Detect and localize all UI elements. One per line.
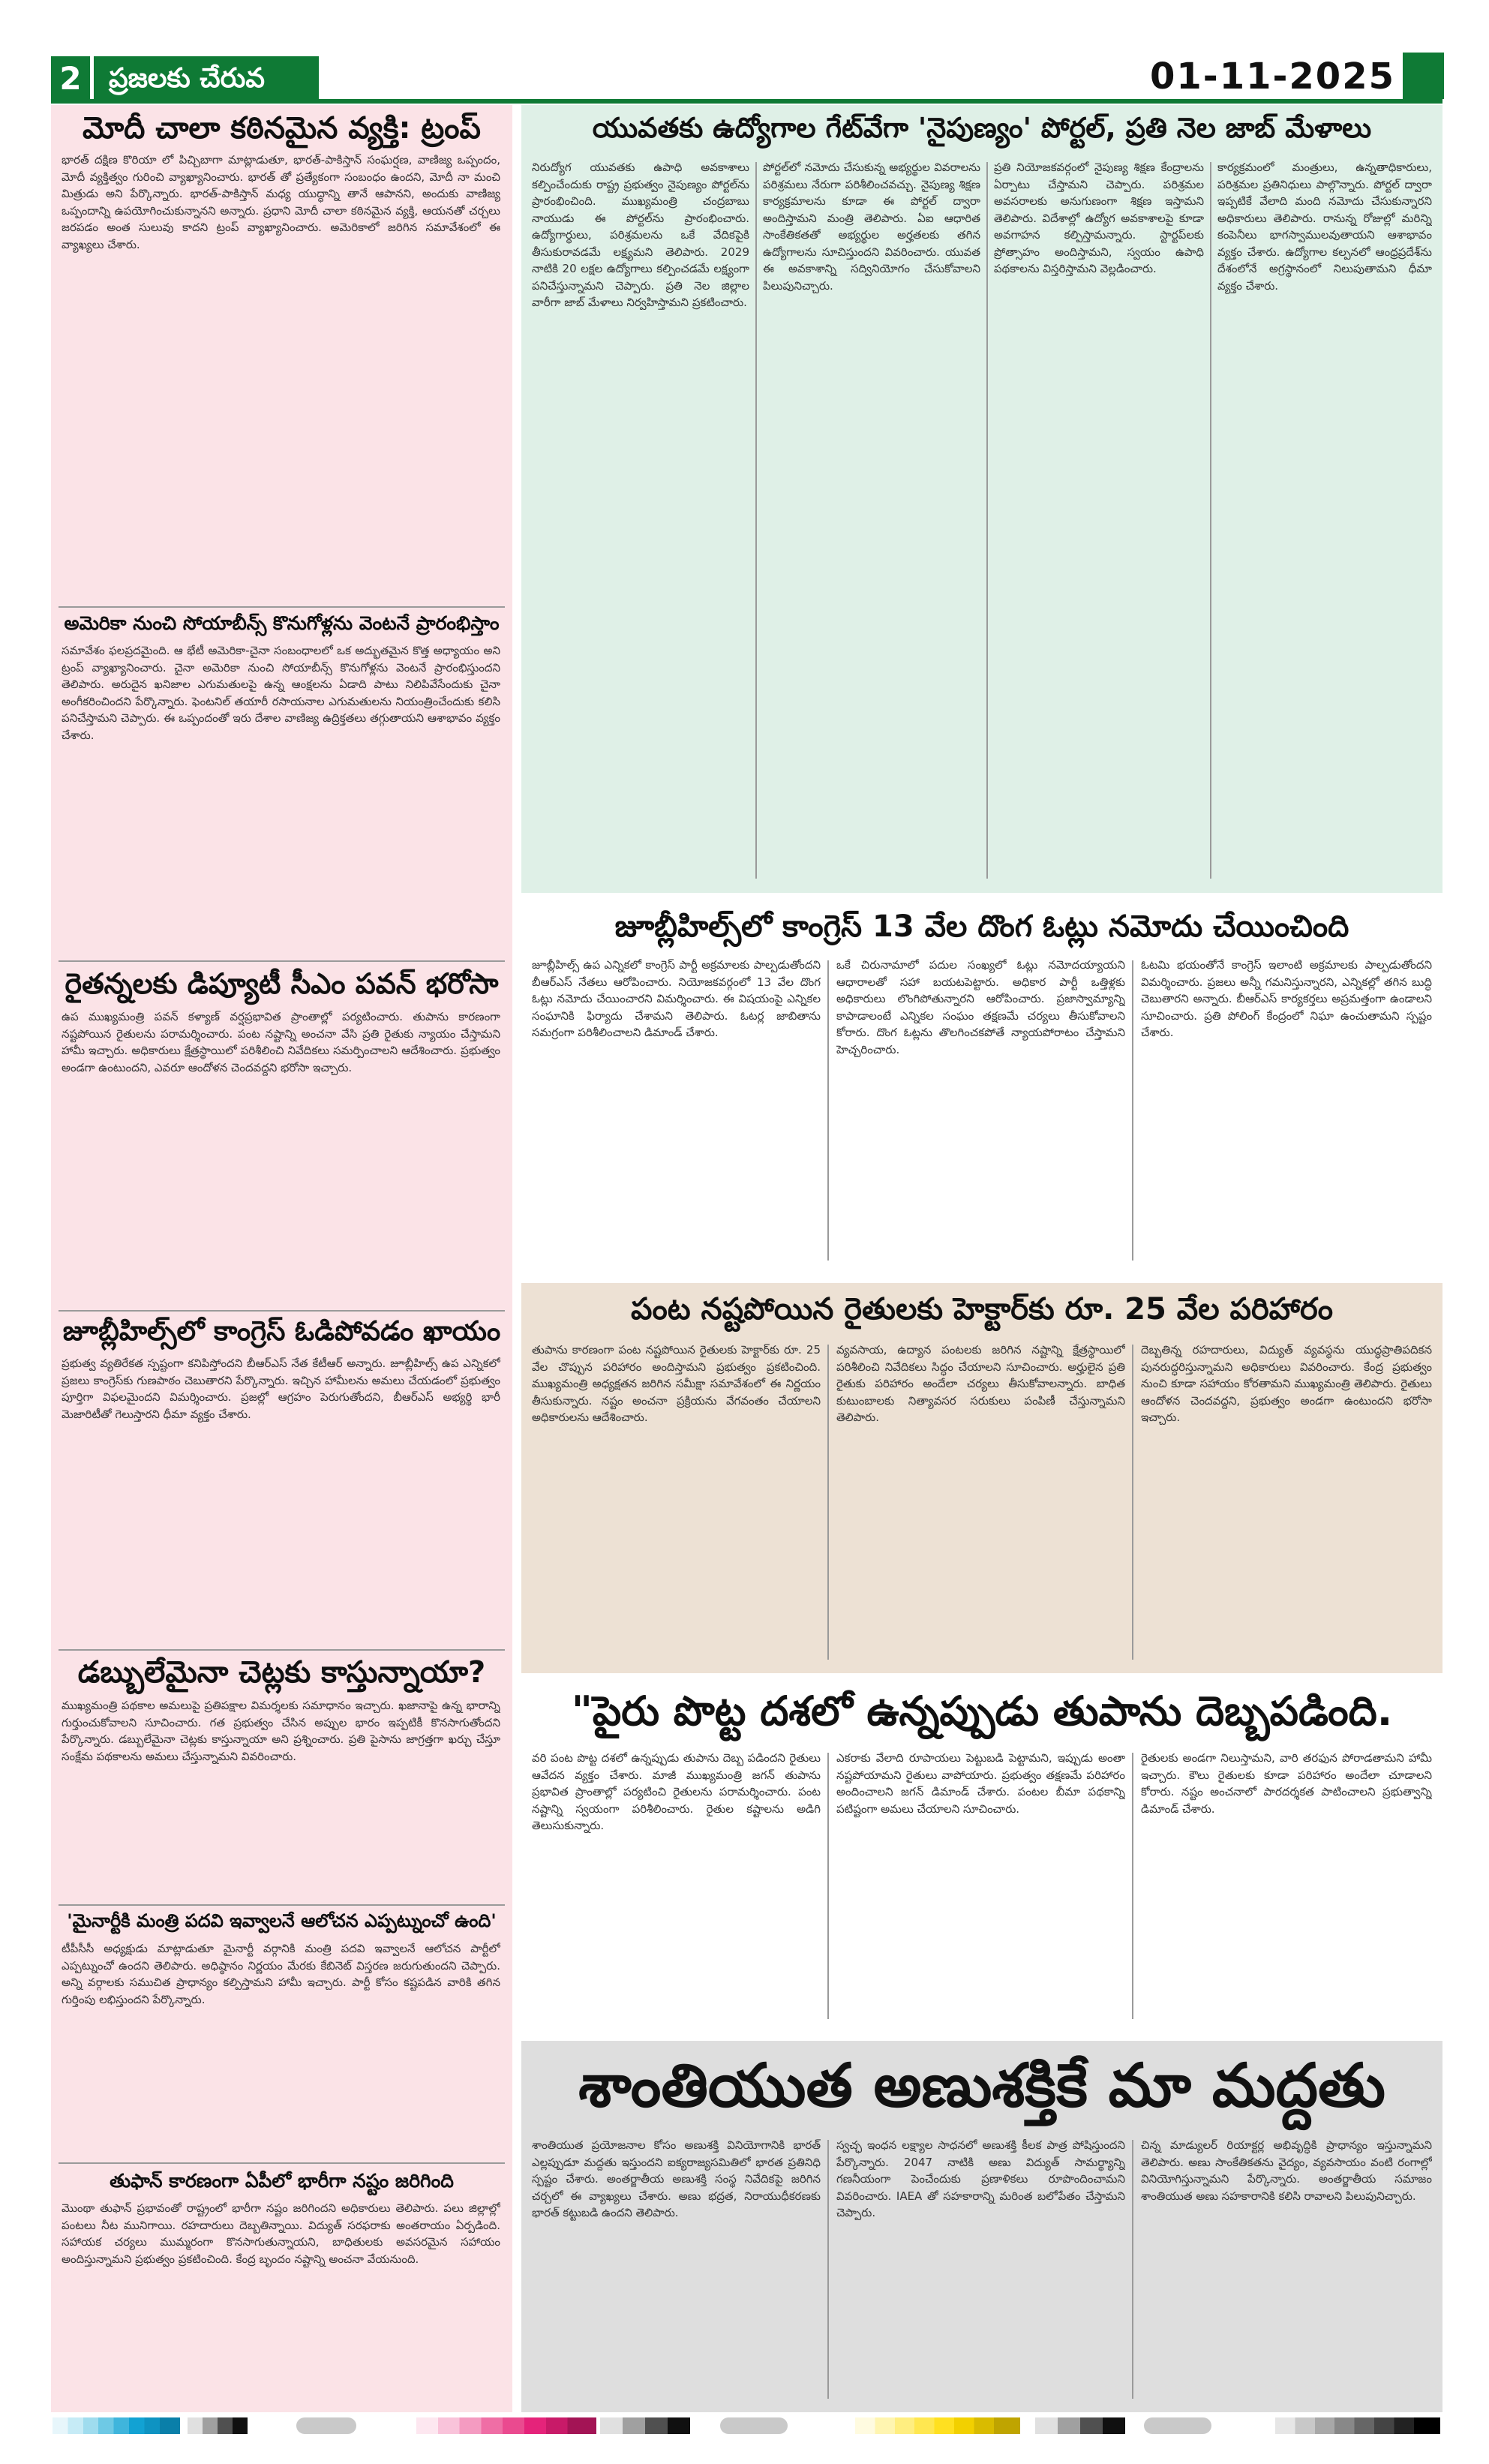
story3-col-3: దెబ్బతిన్న రహదారులు, విద్యుత్ వ్యవస్థను యుద్ధప్రాతిపదికన పునరుద్ధరిస్తున్నామని అధికారులు వివరించారు. కేంద్ర ప్రభుత్వం నుంచి కూడా సహాయం కోరతామని ముఖ్యమంత్రి తెలిపారు. రైతులు ఆందోళన చెందవద్దని, ప్రభుత్వం అండగా ఉంటుందని భరోసా ఇచ్చారు.: [1141, 1343, 1432, 1424]
story4-col-3: రైతులకు అండగా నిలుస్తామని, వారి తరఫున పోరాడతామని హామీ ఇచ్చారు. కౌలు రైతులకు కూడా పరిహారం అందేలా చూడాలని కోరారు. నష్టం అంచనాలో పారదర్శకత పాటించాలని ప్రభుత్వాన్ని డిమాండ్ చేశారు.: [1141, 1751, 1432, 1816]
headline-pawan: రైతన్నలకు డిప్యూటీ సీఎం పవన్ భరోసా: [65, 967, 499, 1000]
calibration-yellow: [855, 2417, 1020, 2434]
column-rule: [1132, 960, 1133, 1261]
article-minority-body: టీపీసీసీ అధ్యక్షుడు మాట్లాడుతూ మైనార్టీ వర్గానికి మంత్రి పదవి ఇవ్వాలనే ఆలోచన పార్టీలో ఎప్పట్నుంచో ఉందని తెలిపారు. అధిష్ఠానం నిర్ణయం మేరకు కేబినెట్ విస్తరణ జరుగుతుందని చెప్పారు. అన్ని వర్గాలకు సముచిత ప్రాధాన్యం కల్పిస్తామని హామీ ఇచ్చారు. పార్టీ కోసం కష్టపడిన వారికి తగిన గుర్తింపు లభిస్తుందని పేర్కొన్నారు.: [62, 1942, 500, 2006]
article-money-trees-body: ముఖ్యమంత్రి పథకాల అమలుపై ప్రతిపక్షాల విమర్శలకు సమాధానం ఇచ్చారు. ఖజానాపై ఉన్న భారాన్ని గుర్తుంచుకోవాలని సూచించారు. గత ప్రభుత్వం చేసిన అప్పుల భారం ఇప్పటికీ కొనసాగుతోందని పేర్కొన్నారు. డబ్బులేమైనా చెట్లకు కాస్తున్నాయా అని ప్రశ్నించారు. ప్రతి పైసాను జాగ్రత్తగా ఖర్చు చేస్తూ సంక్షేమ పథకాలను అమలు చేస్తున్నామని వివరించారు.: [62, 1699, 500, 1763]
column-rule: [827, 1345, 829, 1660]
calibration-cyan: [53, 2417, 180, 2434]
column-rule: [755, 162, 757, 879]
headline-jubilee-votes: జూబ్లీహిల్స్‌లో కాంగ్రెస్ 13 వేల దొంగ ఓట్లు నమోదు చేయించింది: [614, 909, 1349, 944]
top-story: [521, 105, 1442, 893]
headline-nuclear: శాంతియుత అణుశక్తికే మా మద్దతు: [578, 2051, 1385, 2120]
column-rule: [1132, 2140, 1133, 2399]
calibration-dot: [1144, 2417, 1211, 2434]
story2-col-3: ఓటమి భయంతోనే కాంగ్రెస్ ఇలాంటి అక్రమాలకు పాల్పడుతోందని విమర్శించారు. ప్రజలు అన్నీ గమనిస్తున్నారని, ఎన్నికల్లో తగిన బుద్ధి చెబుతారని అన్నారు. బీఆర్ఎస్ కార్యకర్తలు అప్రమత్తంగా ఉండాలని సూచించారు. ప్రతి పోలింగ్ కేంద్రంలో నిఘా ఉంచుతామని స్పష్టం చేశారు.: [1141, 958, 1432, 1039]
article-trump-body: భారత్ దక్షిణ కొరియా లో పిచ్చిబాగా మాట్లాడుతూ, భారత్-పాకిస్తాన్ సంఘర్షణ, వాణిజ్య ఒప్పందం, మోదీ వ్యక్తిత్వం గురించి వ్యాఖ్యానించారు. భారత్ తో ప్రత్యేకంగా సంబంధం ఉందని, మోదీ నా మంచి మిత్రుడు అని పేర్కొన్నారు. భారత్-పాకిస్తాన్ మధ్య యుద్ధాన్ని తానే ఆపానని, అందుకు వాణిజ్య ఒప్పందాన్ని ఉపయోగించుకున్నానని అన్నారు. ప్రధాని మోదీ చాలా కఠినమైన వ్యక్తి, ఆయనతో చర్చలు జరపడం అంత సులువు కాదని ట్రంప్ వ్యాఖ్యానించారు. అమెరికాలో జరిగిన సమావేశంలో ఈ వ్యాఖ్యలు చేశారు.: [62, 153, 500, 251]
headline-jubilee-loss: జూబ్లీహిల్స్‌లో కాంగ్రెస్ ఓడిపోవడం ఖాయం: [62, 1316, 501, 1347]
column-rule: [1132, 1345, 1133, 1660]
subhead-minority-minister: 'మైనార్టీకి మంత్రి పదవి ఇవ్వాలనే ఆలోచన ఎప్పట్నుంచో ఉంది': [67, 1910, 497, 1931]
story4-col-1: వరి పంట పొట్ట దశలో ఉన్నప్పుడు తుపాను దెబ్బ పడిందని రైతులు ఆవేదన వ్యక్తం చేశారు. మాజీ ముఖ్యమంత్రి జగన్ తుపాను ప్రభావిత ప్రాంతాల్లో పర్యటించి రైతులను పరామర్శించారు. పంట నష్టాన్ని స్వయంగా పరిశీలించారు. రైతుల కష్టాలను అడిగి తెలుసుకున్నారు.: [532, 1751, 821, 1832]
story5-col-3: చిన్న మాడ్యులర్ రియాక్టర్ల అభివృద్ధికి ప్రాధాన్యం ఇస్తున్నామని తెలిపారు. అణు సాంకేతికతను వైద్యం, వ్యవసాయం వంటి రంగాల్లో వినియోగిస్తున్నామని పేర్కొన్నారు. అంతర్జాతీయ సమాజం శాంతియుత అణు సహకారానికి కలిసి రావాలని పిలుపునిచ్చారు.: [1141, 2138, 1432, 2203]
story-nuclear: [521, 2041, 1442, 2412]
story3-col-2: వ్యవసాయ, ఉద్యాన పంటలకు జరిగిన నష్టాన్ని క్షేత్రస్థాయిలో పరిశీలించి నివేదికలు సిద్ధం చేయాలని సూచించారు. అర్హులైన ప్రతి రైతుకు పరిహారం అందేలా చర్యలు తీసుకోవాలన్నారు. బాధిత కుటుంబాలకు నిత్యావసర సరుకులు పంపిణీ చేస్తున్నామని తెలిపారు.: [836, 1343, 1125, 1424]
article-cyclone-body: మొంథా తుఫాన్ ప్రభావంతో రాష్ట్రంలో భారీగా నష్టం జరిగిందని అధికారులు తెలిపారు. పలు జిల్లాల్లో పంటలు నీట మునిగాయి. రహదారులు దెబ్బతిన్నాయి. విద్యుత్ సరఫరాకు అంతరాయం ఏర్పడింది. సహాయక చర్యలు ముమ్మరంగా కొనసాగుతున్నాయని, బాధితులకు అవసరమైన సహాయం అందిస్తున్నామని ప్రభుత్వం ప్రకటించింది. కేంద్ర బృందం నష్టాన్ని అంచనా వేయనుంది.: [62, 2201, 500, 2266]
divider: [59, 960, 505, 962]
headline-money-trees: డబ్బులేమైనా చెట్లకు కాస్తున్నాయా?: [77, 1655, 486, 1690]
calibration-dot: [296, 2417, 356, 2434]
column-rule: [986, 162, 988, 879]
divider: [59, 1649, 505, 1651]
story-cyclone-crop: [521, 1681, 1442, 2033]
calibration-dot: [720, 2417, 788, 2434]
subhead-cyclone-loss: తుఫాన్ కారణంగా ఏపీలో భారీగా నష్టం జరిగింది: [110, 2170, 454, 2192]
divider: [59, 2162, 505, 2164]
article-pawan-body: ఉప ముఖ్యమంత్రి పవన్ కళ్యాణ్ వర్షప్రభావిత ప్రాంతాల్లో పర్యటించారు. తుపాను కారణంగా నష్టపోయిన రైతులను పరామర్శించారు. పంట నష్టాన్ని అంచనా వేసి ప్రతి రైతుకు న్యాయం చేస్తామని హామీ ఇచ్చారు. అధికారులు క్షేత్రస్థాయిలో పరిశీలించి నివేదికలు సమర్పించాలని ఆదేశించారు. ప్రభుత్వం అండగా ఉంటుందని, ఎవరూ ఆందోళన చెందవద్దని భరోసా ఇచ్చారు.: [62, 1010, 500, 1074]
column-rule: [827, 2140, 829, 2399]
calibration-magenta: [416, 2417, 596, 2434]
headline-crop-compensation: పంట నష్టపోయిన రైతులకు హెక్టార్‌కు రూ. 25 వేల పరిహారం: [631, 1292, 1333, 1327]
calibration-black: [1275, 2417, 1440, 2434]
page-number: 2: [51, 56, 90, 101]
headline-trump: మోదీ చాలా కఠినమైన వ్యక్తి: ట్రంప్: [83, 111, 481, 146]
story-jubilee-votes: [521, 900, 1442, 1276]
divider: [59, 1310, 505, 1312]
top-story-col-1: నిరుద్యోగ యువతకు ఉపాధి అవకాశాలు కల్పించేందుకు రాష్ట్ర ప్రభుత్వం నైపుణ్యం పోర్టల్‌ను ప్రారంభించింది. ముఖ్యమంత్రి చంద్రబాబు నాయుడు ఈ పోర్టల్‌ను ప్రారంభించారు. ఉద్యోగార్థులు, పరిశ్రమలను ఒకే వేదికపైకి తీసుకురావడమే లక్ష్యమని తెలిపారు. 2029 నాటికి 20 లక్షల ఉద్యోగాలు కల్పించడమే లక్ష్యంగా పనిచేస్తున్నామని చెప్పారు. ప్రతి నెల జిల్లాల వారీగా జాబ్ మేళాలు నిర్వహిస్తామని ప్రకటించారు.: [532, 161, 749, 309]
story2-col-2: ఒకే చిరునామాలో పదుల సంఖ్యలో ఓట్లు నమోదయ్యాయని ఆధారాలతో సహా బయటపెట్టారు. అధికార పార్టీ ఒత్తిళ్లకు అధికారులు లొంగిపోతున్నారని ఆరోపించారు. ప్రజాస్వామ్యాన్ని కాపాడాలంటే ఎన్నికల సంఘం తక్షణమే చర్యలు తీసుకోవాలని కోరారు. దొంగ ఓట్లను తొలగించకపోతే న్యాయపోరాటం చేస్తామని హెచ్చరించారు.: [836, 958, 1125, 1056]
top-story-col-4: కార్యక్రమంలో మంత్రులు, ఉన్నతాధికారులు, పరిశ్రమల ప్రతినిధులు పాల్గొన్నారు. పోర్టల్ ద్వారా ఇప్పటికే వేలాది మంది నమోదు చేసుకున్నారని అధికారులు తెలిపారు. రానున్న రోజుల్లో మరిన్ని కంపెనీలు భాగస్వాములవుతాయని ఆశాభావం వ్యక్తం చేశారు. ఉద్యోగాల కల్పనలో ఆంధ్రప్రదేశ్‌ను దేశంలోనే అగ్రస్థానంలో నిలుపుతామని ధీమా వ్యక్తం చేశారు.: [1217, 161, 1432, 293]
column-rule: [1210, 162, 1211, 879]
calibration-grey: [600, 2417, 690, 2434]
story-crop-compensation: [521, 1283, 1442, 1673]
masthead-brand: ప్రజలకు చేరువ: [94, 56, 319, 101]
headline-naipunyam: యువతకు ఉద్యోగాల గేట్‌వేగా 'నైపుణ్యం' పోర్టల్, ప్రతి నెల జాబ్ మేళాలు: [592, 112, 1372, 144]
masthead-accent: [1403, 53, 1444, 99]
calibration-grey: [1035, 2417, 1125, 2434]
issue-date: 01-11-2025: [1149, 56, 1395, 98]
top-story-col-3: ప్రతి నియోజకవర్గంలో నైపుణ్య శిక్షణ కేంద్రాలను ఏర్పాటు చేస్తామని చెప్పారు. పరిశ్రమల అవసరాలకు అనుగుణంగా శిక్షణ ఇస్తామని తెలిపారు. విదేశాల్లో ఉద్యోగ అవకాశాలపై కూడా అవగాహన కల్పిస్తామన్నారు. స్టార్టప్‌లకు ప్రోత్సాహం అందిస్తామని, స్వయం ఉపాధి పథకాలను విస్తరిస్తామని వెల్లడించారు.: [994, 161, 1204, 275]
calibration-grey: [188, 2417, 248, 2434]
story3-col-1: తుపాను కారణంగా పంట నష్టపోయిన రైతులకు హెక్టార్‌కు రూ. 25 వేల చొప్పున పరిహారం అందిస్తామని ప్రభుత్వం ప్రకటించింది. ముఖ్యమంత్రి అధ్యక్షతన జరిగిన సమీక్షా సమావేశంలో ఈ నిర్ణయం తీసుకున్నారు. నష్టం అంచనా ప్రక్రియను వేగవంతం చేయాలని అధికారులను ఆదేశించారు.: [532, 1343, 821, 1424]
story2-col-1: జూబ్లీహిల్స్ ఉప ఎన్నికలో కాంగ్రెస్ పార్టీ అక్రమాలకు పాల్పడుతోందని బీఆర్ఎస్ నేతలు ఆరోపించారు. నియోజకవర్గంలో 13 వేల దొంగ ఓట్లు నమోదు చేయించారని విమర్శించారు. ఈ విషయంపై ఎన్నికల సంఘానికి ఫిర్యాదు చేశామని తెలిపారు. ఓటర్ల జాబితాను సమగ్రంగా పరిశీలించాలని డిమాండ్ చేశారు.: [532, 958, 821, 1039]
divider: [59, 606, 505, 608]
divider: [59, 1904, 505, 1906]
article-soybeans-body: సమావేశం ఫలప్రదమైంది. ఆ భేటీ అమెరికా-చైనా సంబంధాలలో ఒక అద్భుతమైన కొత్త అధ్యాయం అని ట్రంప్ వ్యాఖ్యానించారు. చైనా అమెరికా నుంచి సోయాబీన్స్ కొనుగోళ్లను వెంటనే ప్రారంభిస్తుందని తెలిపారు. అరుదైన ఖనిజాల ఎగుమతులపై ఉన్న ఆంక్షలను ఏడాది పాటు నిలిపివేసేందుకు చైనా అంగీకరించిందని పేర్కొన్నారు. ఫెంటనిల్ తయారీ రసాయనాల ఎగుమతులను నియంత్రించేందుకు కలిసి పనిచేస్తామని చెప్పారు. ఈ ఒప్పందంతో ఇరు దేశాల వాణిజ్య ఉద్రిక్తతలు తగ్గుతాయని ఆశాభావం వ్యక్తం చేశారు.: [62, 644, 500, 742]
story5-col-1: శాంతియుత ప్రయోజనాల కోసం అణుశక్తి వినియోగానికి భారత్ ఎల్లప్పుడూ మద్దతు ఇస్తుందని ఐక్యరాజ్యసమితిలో భారత ప్రతినిధి స్పష్టం చేశారు. అంతర్జాతీయ అణుశక్తి సంస్థ నివేదికపై జరిగిన చర్చలో ఈ వ్యాఖ్యలు చేశారు. అణు భద్రత, నిరాయుధీకరణకు భారత్ కట్టుబడి ఉందని తెలిపారు.: [532, 2138, 821, 2219]
headline-cyclone-crop: "పైరు పొట్ట దశలో ఉన్నప్పుడు తుపాను దెబ్బపడింది.: [571, 1687, 1393, 1735]
story5-col-2: స్వచ్ఛ ఇంధన లక్ష్యాల సాధనలో అణుశక్తి కీలక పాత్ర పోషిస్తుందని పేర్కొన్నారు. 2047 నాటికి అణు విద్యుత్ సామర్థ్యాన్ని గణనీయంగా పెంచేందుకు ప్రణాళికలు రూపొందించామని వివరించారు. IAEA తో సహకారాన్ని మరింత బలోపేతం చేస్తామని చెప్పారు.: [836, 2138, 1125, 2219]
subhead-soybeans: అమెరికా నుంచి సోయాబీన్స్ కొనుగోళ్లను వెంటనే ప్రారంభిస్తాం: [64, 612, 500, 634]
column-rule: [827, 960, 829, 1261]
top-story-col-2: పోర్టల్‌లో నమోదు చేసుకున్న అభ్యర్థుల వివరాలను పరిశ్రమలు నేరుగా పరిశీలించవచ్చు. నైపుణ్య శిక్షణ కార్యక్రమాలను కూడా ఈ పోర్టల్ ద్వారా అందిస్తామని మంత్రి తెలిపారు. ఏఐ ఆధారిత సాంకేతికతతో అభ్యర్థుల అర్హతలకు తగిన ఉద్యోగాలను సూచిస్తుందని వివరించారు. యువత ఈ అవకాశాన్ని సద్వినియోగం చేసుకోవాలని పిలుపునిచ్చారు.: [763, 161, 980, 293]
column-rule: [827, 1753, 829, 2019]
story4-col-2: ఎకరాకు వేలాది రూపాయలు పెట్టుబడి పెట్టామని, ఇప్పుడు అంతా నష్టపోయామని రైతులు వాపోయారు. ప్రభుత్వం తక్షణమే పరిహారం అందించాలని జగన్ డిమాండ్ చేశారు. పంటల బీమా పథకాన్ని పటిష్టంగా అమలు చేయాలని సూచించారు.: [836, 1751, 1125, 1816]
column-rule: [1132, 1753, 1133, 2019]
left-column: [51, 105, 512, 2412]
article-jubilee-loss-body: ప్రభుత్వ వ్యతిరేకత స్పష్టంగా కనిపిస్తోందని బీఆర్ఎస్ నేత కేటీఆర్ అన్నారు. జూబ్లీహిల్స్ ఉప ఎన్నికలో ప్రజలు కాంగ్రెస్‌కు గుణపాఠం చెబుతారని పేర్కొన్నారు. ఇచ్చిన హామీలను అమలు చేయడంలో ప్రభుత్వం పూర్తిగా విఫలమైందని విమర్శించారు. ప్రజల్లో ఆగ్రహం పెరుగుతోందని, బీఆర్ఎస్ అభ్యర్థి భారీ మెజారిటీతో గెలుస్తారని ధీమా వ్యక్తం చేశారు.: [62, 1357, 500, 1421]
